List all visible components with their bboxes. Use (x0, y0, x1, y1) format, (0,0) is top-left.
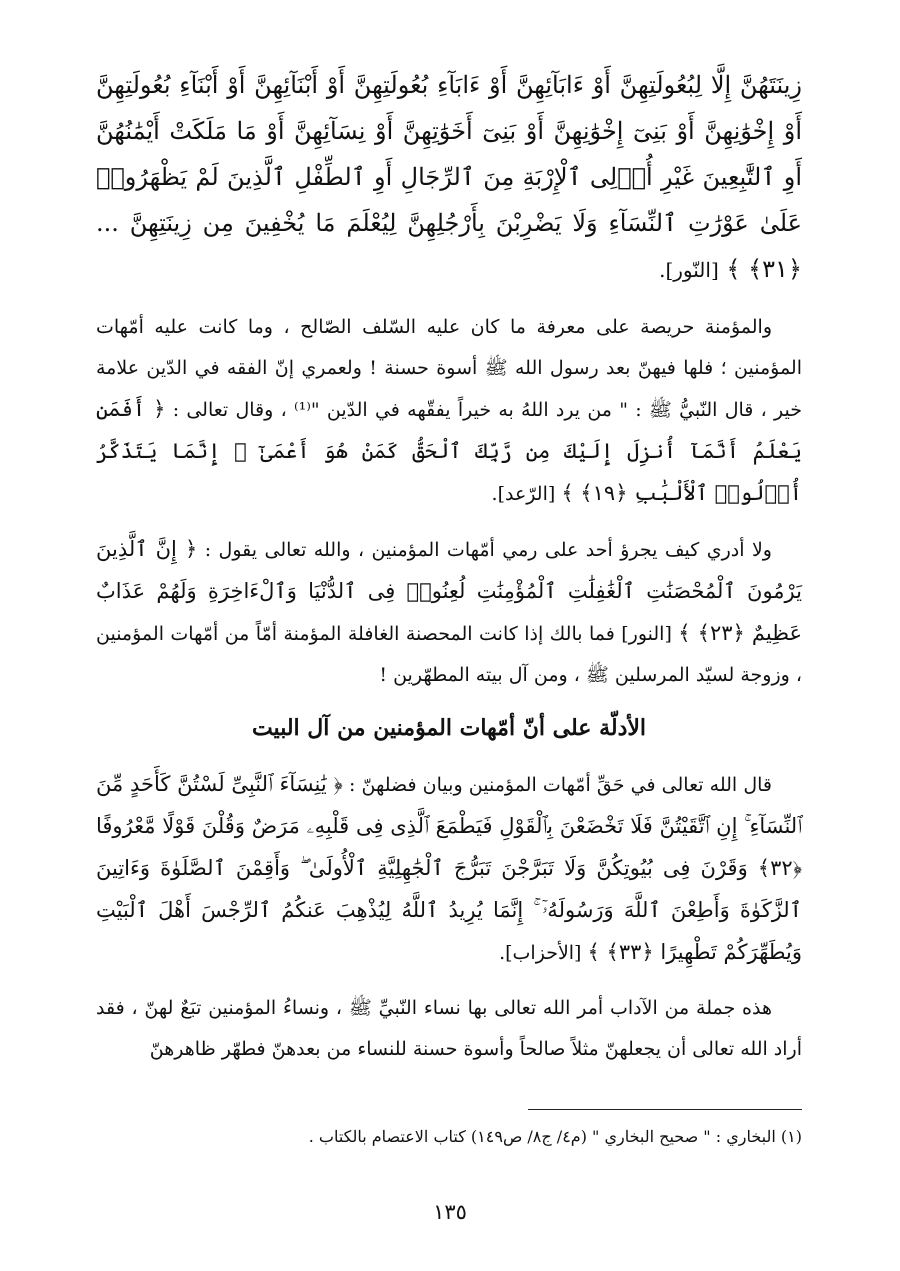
page-number: ١٣٥ (433, 1200, 467, 1224)
quran-quote: ﴿ أَفَمَن يَعْلَمُ أَنَّمَآ أُنزِلَ إِلَيْكَ مِن رَّبِّكَ ٱلْحَقُّ كَمَنْ هُوَ أَعْمَىٰٓ ۚ إِنَّمَا يَتَذَكَّرُ أُو۟لُوا۟ ٱلْأَلْبَٰبِ ﴿١٩﴾ ﴾ (96, 397, 802, 505)
page-body (96, 62, 802, 1070)
footnote-divider (528, 1109, 802, 1110)
surah-reference: [النّور]. (659, 258, 719, 282)
spacer (96, 293, 802, 307)
surah-reference: [الأحزاب]. (499, 942, 582, 964)
paragraph-text: قال الله تعالى في حَقِّ أمّهات المؤمنين وبيان فضلهنّ : (348, 774, 773, 796)
footnote: (١) البخاري : " صحيح البخاري " (م٤/ ج٨/ ص١٤٩) كتاب الاعتصام بالكتاب . (308, 1127, 802, 1146)
paragraph (96, 764, 802, 974)
verse-line: وَلَا يَضْرِبْنَ بِأَرْجُلِهِنَّ لِيُعْلَمَ مَا يُخْفِينَ مِن زِينَتِهِنَّ ... ﴿٣١﴾ ﴾ (96, 209, 802, 283)
paragraph (96, 307, 802, 515)
surah-reference: [الرّعد]. (491, 483, 556, 505)
quran-verse-block (96, 62, 802, 293)
paragraph-text: ولا أدري كيف يجرؤ أحد على رمي أمّهات المؤمنين ، والله تعالى يقول : (204, 539, 772, 561)
section-heading: الأدلّة على أنّ أمّهات المؤمنين من آل البيت (251, 715, 647, 741)
paragraph-text: [النور] فما بالك إذا كانت المحصنة الغافلة المؤمنة أمّاً من أمّهات المؤمنين ، وزوجة لسيّد المرسلين ﷺ ، ومن آل بيته المطهّرين ! (96, 623, 802, 686)
verse-line: زِينَتَهُنَّ إِلَّا لِبُعُولَتِهِنَّ أَوْ ءَابَآئِهِنَّ أَوْ ءَابَآءِ بُعُولَتِهِنَّ أَوْ أَبْنَآئِهِنَّ أَوْ أَبْنَآءِ (179, 71, 802, 99)
paragraph-text: والمؤمنة حريصة على معرفة ما كان عليه السّلف الصّالح ، وما كانت عليه أمّهات المؤمنين ؛ فلها فيهنّ بعد رسول الله ﷺ أسوة حسنة ! ولعمري إنّ الفقه في الدّين علامة خير ، قال النّبيُّ ﷺ : " من يرد اللهُ به خيراً يفقّهه في الدّين "⁽¹⁾ ، وقال تعالى : (96, 316, 802, 421)
paragraph (96, 529, 802, 696)
paragraph (96, 988, 802, 1070)
quran-quote: ﴿ يَٰنِسَآءَ ٱلنَّبِىِّ لَسْتُنَّ كَأَحَدٍ مِّنَ ٱلنِّسَآءِ ۚ إِنِ ٱتَّقَيْتُنَّ فَلَا تَخْضَعْنَ بِٱلْقَوْلِ فَيَطْمَعَ ٱلَّذِى فِى قَلْبِهِۦ مَرَضٌ وَقُلْنَ قَوْلًا مَّعْرُوفًا ﴿٣٢﴾ وَقَرْنَ فِى بُيُوتِكُنَّ وَلَا تَبَرَّجْنَ تَبَرُّجَ ٱلْجَٰهِلِيَّةِ ٱلْأُولَىٰ ۖ وَأَقِمْنَ ٱلصَّلَوٰةَ وَءَاتِينَ ٱلزَّكَوٰةَ وَأَطِعْنَ ٱللَّهَ وَرَسُولَهُۥٓ ۚ إِنَّمَا يُرِيدُ ٱللَّهُ لِيُذْهِبَ عَنكُمُ ٱلرِّجْسَ أَهْلَ ٱلْبَيْتِ وَيُطَهِّرَكُمْ تَطْهِيرًا ﴿٣٣﴾ ﴾ (96, 772, 802, 964)
verse-line: أَوِ ٱلتَّٰبِعِينَ غَيْرِ أُو۟لِى ٱلْإِرْبَةِ مِنَ ٱلرِّجَالِ أَوِ ٱلطِّفْلِ ٱلَّذِينَ لَمْ يَظْهَرُوا۟ عَلَىٰ عَوْرَٰتِ ٱلنِّسَآءِ (96, 163, 802, 237)
quran-quote: ﴿ إِنَّ ٱلَّذِينَ يَرْمُونَ ٱلْمُحْصَنَٰتِ ٱلْغَٰفِلَٰتِ ٱلْمُؤْمِنَٰتِ لُعِنُوا۟ فِى ٱلدُّنْيَا وَٱلْءَاخِرَةِ وَلَهُمْ عَذَابٌ عَظِيمٌ ﴿٢٣﴾ ﴾ (96, 537, 802, 645)
spacer (96, 515, 802, 529)
paragraph-text: هذه جملة من الآداب أمر الله تعالى بها نساء النّبيِّ ﷺ ، ونساءُ المؤمنين تبَعٌ لهنّ ، فقد أراد الله تعالى أن يجعلهنّ مثلاً صالحاً وأسوة حسنة للنساء من بعدهنّ فطهّر ظاهرهنّ (96, 997, 802, 1060)
spacer (96, 974, 802, 988)
verse-line: بُعُولَتِهِنَّ أَوْ إِخْوَٰنِهِنَّ أَوْ بَنِىٓ إِخْوَٰنِهِنَّ أَوْ بَنِىٓ أَخَوَٰتِهِنَّ أَوْ نِسَآئِهِنَّ أَوْ مَا مَلَكَتْ أَيْمَٰنُهُنَّ (96, 71, 802, 145)
